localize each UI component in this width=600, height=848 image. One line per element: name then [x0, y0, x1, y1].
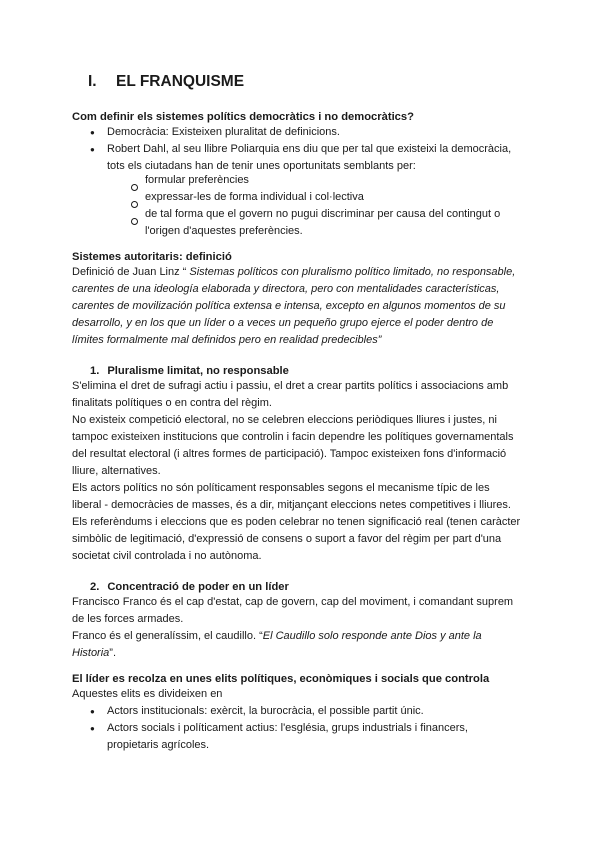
heading-text: Pluralisme limitat, no responsable	[107, 365, 289, 377]
sub-bullet-text: de tal forma que el govern no pugui discriminar per causa del contingut o	[145, 208, 501, 220]
paragraph-line: S'elimina el dret de sufragi actiu i passiu, el dret a crear partits polítics i associacions amb	[72, 380, 509, 392]
paragraph-line: del resultat electoral (i altres formes de participació). Tampoc existeixen fons d'informació	[72, 448, 507, 460]
heading-number: 2.	[90, 581, 100, 593]
bullet-text: Actors socials i políticament actius: l'església, grups industrials i financers,	[107, 722, 468, 734]
bullet-text: Democràcia: Existeixen pluralitat de definicions.	[107, 126, 340, 138]
bullet-icon: ●	[90, 724, 95, 733]
sub-bullet-text: l'origen d'aquestes preferències.	[145, 225, 303, 237]
numbered-heading	[90, 365, 289, 377]
bullet-icon: ●	[90, 707, 95, 716]
paragraph-line: Els actors polítics no són políticament responsables segons el mecanisme típic de les	[72, 482, 490, 494]
numbered-heading	[90, 581, 289, 593]
plain-text: ”.	[109, 647, 117, 659]
quote-line: carentes de movilización política extensa e intensa, excepto en algunos momentos de su	[72, 300, 506, 312]
hollow-bullet-icon	[131, 178, 138, 196]
title-number: I.	[88, 73, 97, 90]
bullet-text: tots els ciutadans han de tenir unes oportunitats semblants per:	[107, 160, 416, 172]
bullet-icon: ●	[90, 128, 95, 137]
bullet-text: propietaris agrícoles.	[107, 739, 210, 751]
paragraph-line	[72, 264, 515, 282]
paragraph-line	[72, 645, 116, 663]
bullet-icon: ●	[90, 145, 95, 154]
paragraph-line: tampoc existeixen institucions que controlin i facin dependre les polítiques governamentals	[72, 431, 514, 443]
plain-text: Franco és el generalíssim, el caudillo. “	[72, 630, 263, 642]
title-text: EL FRANQUISME	[116, 73, 245, 90]
quote-intro: Definició de Juan Linz “	[72, 266, 190, 278]
section-heading: Com definir els sistemes polítics democràtics i no democràtics?	[72, 111, 414, 123]
hollow-bullet-icon	[131, 195, 138, 213]
paragraph-line: Els referèndums i eleccions que es poden celebrar no tenen significació real (tenen caràcter	[72, 516, 521, 528]
quote-text: Sistemas políticos con pluralismo político limitado, no responsable,	[189, 266, 516, 278]
quote-text: Historia	[72, 647, 110, 659]
section-heading: El líder es recolza en unes elits polítiques, econòmiques i socials que controla	[72, 673, 490, 685]
paragraph-line: No existeix competició electoral, no se celebren eleccions periòdiques lliures i justes, ni	[72, 414, 497, 426]
quote-text: El Caudillo solo responde ante Dios y ante la	[262, 630, 482, 642]
paragraph-line: finalitats polítiques o en contra del règim.	[72, 397, 272, 409]
hollow-bullet-icon	[131, 212, 138, 230]
paragraph-line: liberal - democràcies de masses, és a dir, mitjançant eleccions netes competitives i lliures.	[72, 499, 511, 511]
sub-bullet-text: formular preferències	[145, 174, 249, 186]
paragraph-line: lliure, alternatives.	[72, 465, 161, 477]
paragraph-line: de les forces armades.	[72, 613, 184, 625]
paragraph-line: Aquestes elits es divideixen en	[72, 688, 223, 700]
bullet-text: Actors institucionals: exèrcit, la burocràcia, el possible partit únic.	[107, 705, 424, 717]
heading-number: 1.	[90, 365, 100, 377]
quote-line: límites formalmente mal definidos pero en realidad predecibles”	[72, 334, 382, 346]
paragraph-line: Francisco Franco és el cap d'estat, cap de govern, cap del moviment, i comandant suprem	[72, 596, 514, 608]
sub-bullet-text: expressar-les de forma individual i col·lectiva	[145, 191, 364, 203]
paragraph-line	[72, 628, 482, 646]
paragraph-line: societat civil controlada i no autònoma.	[72, 550, 262, 562]
quote-line: desarrollo, y en los que un líder o a veces un pequeño grupo ejerce el poder dentro de	[72, 317, 494, 329]
quote-line: carentes de una ideología elaborada y directora, pero con mentalidades características,	[72, 283, 500, 295]
paragraph-line: simbòlic de legitimació, d'expressió de consens o suport a favor del règim per part d'una	[72, 533, 502, 545]
bullet-text: Robert Dahl, al seu llibre Poliarquia ens diu que per tal que existeixi la democràcia,	[107, 143, 512, 155]
heading-text: Concentració de poder en un líder	[107, 581, 289, 593]
section-heading: Sistemes autoritaris: definició	[72, 251, 232, 263]
page-title	[88, 73, 244, 91]
